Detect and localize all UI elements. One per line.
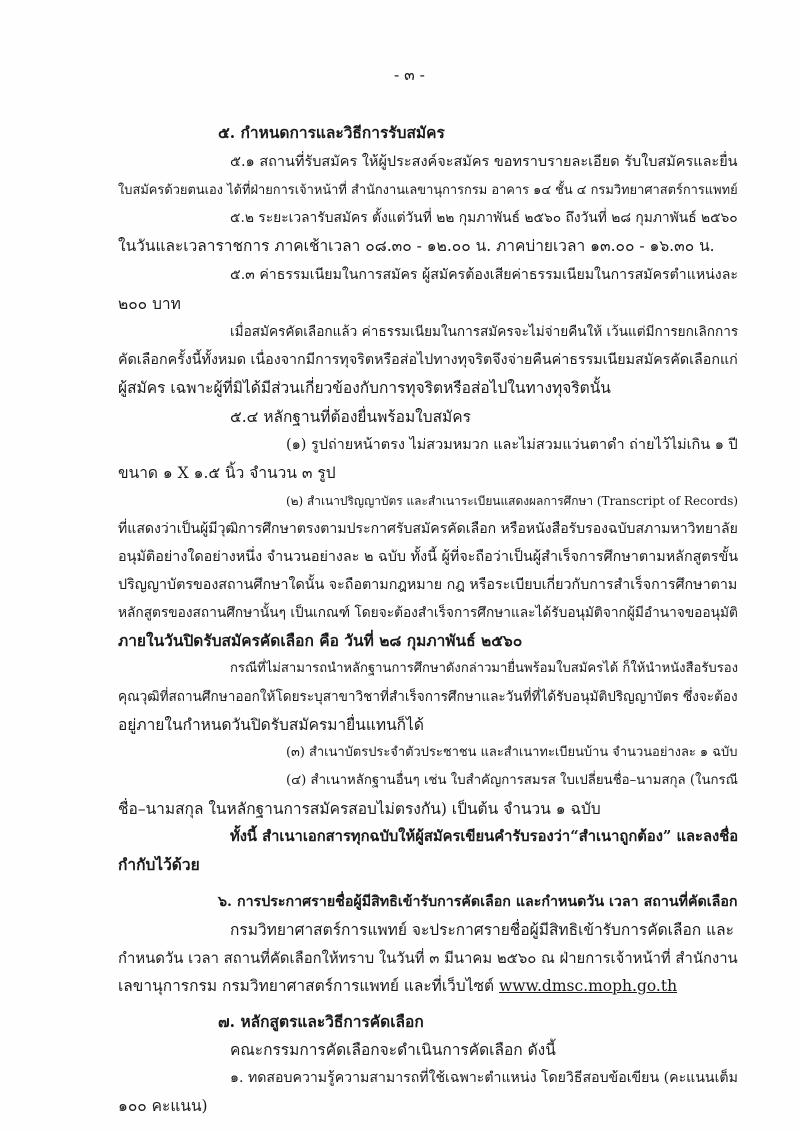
page-number: - ๓ - <box>394 66 425 84</box>
section-5-1-line-2: ใบสมัครด้วยตนเอง ได้ที่ฝ่ายการเจ้าหน้าที่ สำนักงานเลขานุการกรม อาคาร ๑๔ ชั้น ๔ กรมวิทยาศาสตร์การแพทย์ <box>118 183 738 198</box>
section-7-heading: ๗. หลักสูตรและวิธีการคัดเลือก <box>218 1012 424 1031</box>
certificate-line-3: อยู่ภายในกำหนดวันปิดรับสมัครมายื่นแทนก็ได้ <box>118 716 424 734</box>
certificate-line-2: คุณวุฒิที่สถานศึกษาออกให้โดยระบุสาขาวิชาที่สำเร็จการศึกษาและวันที่ที่ได้รับอนุมัติปริญญาบัตร ซึ่งจะต้อง <box>118 689 738 705</box>
certification-note-line-1: ทั้งนี้ สำเนาเอกสารทุกฉบับให้ผู้สมัครเขียนคำรับรองว่า“สำเนาถูกต้อง” และลงชื่อ <box>230 828 739 845</box>
section-5-2-line-1: ๕.๒ ระยะเวลารับสมัคร ตั้งแต่วันที่ ๒๒ กุมภาพันธ์ ๒๕๖๐ ถึงวันที่ ๒๘ กุมภาพันธ์ ๒๕๖๐ <box>230 210 738 226</box>
refund-line-1: เมื่อสมัครคัดเลือกแล้ว ค่าธรรมเนียมในการสมัครจะไม่จ่ายคืนให้ เว้นแต่มีการยกเลิกการ <box>230 324 739 340</box>
evidence-item-2-line-2: ที่แสดงว่าเป็นผู้มีวุฒิการศึกษาตรงตามประกาศรับสมัครคัดเลือก หรือหนังสือรับรองฉบับสภามหาวิทยาลัย <box>118 521 738 537</box>
evidence-item-3: (๓) สำเนาบัตรประจำตัวประชาชน และสำเนาทะเบียนบ้าน จำนวนอย่างละ ๑ ฉบับ <box>286 745 738 760</box>
evidence-item-1-line-1: (๑) รูปถ่ายหน้าตรง ไม่สวมหมวก และไม่สวมแว่นตาดำ ถ่ายไว้ไม่เกิน ๑ ปี <box>286 437 738 453</box>
website-link[interactable]: www.dmsc.moph.go.th <box>499 977 678 995</box>
evidence-item-4-line-2: ชื่อ–นามสกุล ในหลักฐานการสมัครสอบไม่ตรงกัน) เป็นต้น จำนวน ๑ ฉบับ <box>118 800 601 818</box>
refund-line-3: ผู้สมัคร เฉพาะผู้ที่มิได้มีส่วนเกี่ยวข้องกับการทุจริตหรือส่อไปในทางทุจริตนั้น <box>118 379 611 397</box>
section-5-4-heading: ๕.๔ หลักฐานที่ต้องยื่นพร้อมใบสมัคร <box>230 408 471 426</box>
section-5-3-line-1: ๕.๓ ค่าธรรมเนียมในการสมัคร ผู้สมัครต้องเสียค่าธรรมเนียมในการสมัครตำแหน่งละ <box>230 267 738 283</box>
section-5-1-line-1: ๕.๑ สถานที่รับสมัคร ให้ผู้ประสงค์จะสมัคร ขอทราบรายละเอียด รับใบสมัครและยื่น <box>230 154 738 170</box>
evidence-item-2-deadline: ภายในวันปิดรับสมัครคัดเลือก คือ วันที่ ๒๘ กุมภาพันธ์ ๒๕๖๐ <box>118 631 523 650</box>
evidence-item-2-line-3: อนุมัติอย่างใดอย่างหนึ่ง จำนวนอย่างละ ๒ ฉบับ ทั้งนี้ ผู้ที่จะถือว่าเป็นผู้สำเร็จการศึกษาตามหลักสูตรขั้น <box>118 549 739 565</box>
section-7-intro: คณะกรรมการคัดเลือกจะดำเนินการคัดเลือก ดังนี้ <box>230 1041 556 1059</box>
certificate-line-1: กรณีที่ไม่สามารถนำหลักฐานการศึกษาดังกล่าวมายื่นพร้อมใบสมัครได้ ก็ให้นำหนังสือรับรอง <box>230 661 738 676</box>
evidence-item-1-line-2: ขนาด ๑ X ๑.๕ นิ้ว จำนวน ๓ รูป <box>118 464 336 482</box>
section-5-3-line-2: ๒๐๐ บาท <box>118 295 181 313</box>
section-7-item-1-line-2: ๑๐๐ คะแนน) <box>118 1097 208 1115</box>
section-6-line-2: กำหนดวัน เวลา สถานที่คัดเลือกให้ทราบ ในวันที่ ๓ มีนาคม ๒๕๖๐ ณ ฝ่ายการเจ้าหน้าที่ สำนักงาน <box>118 949 738 967</box>
evidence-item-2-line-1: (๒) สำเนาปริญญาบัตร และสำเนาระเบียนแสดงผลการศึกษา (Transcript of Records) <box>286 494 739 508</box>
section-5-heading: ๕. กำหนดการและวิธีการรับสมัคร <box>218 123 445 142</box>
section-5-2-line-2: ในวันและเวลาราชการ ภาคเช้าเวลา ๐๘.๓๐ - ๑๒.๐๐ น. ภาคบ่ายเวลา ๑๓.๐๐ - ๑๖.๓๐ น. <box>118 237 715 255</box>
evidence-item-4-line-1: (๔) สำเนาหลักฐานอื่นๆ เช่น ใบสำคัญการสมรส ใบเปลี่ยนชื่อ–นามสกุล (ในกรณี <box>286 773 738 788</box>
section-7-item-1-line-1: ๑. ทดสอบความรู้ความสามารถที่ใช้เฉพาะตำแหน่ง โดยวิธีสอบข้อเขียน (คะแนนเต็ม <box>230 1070 738 1086</box>
evidence-item-2-line-5: หลักสูตรของสถานศึกษานั้นๆ เป็นเกณฑ์ โดยจะต้องสำเร็จการศึกษาและได้รับอนุมัติจากผู้มีอำนาจขออนุมัติ <box>118 605 738 621</box>
section-6-line-3-text: เลขานุการกรม กรมวิทยาศาสตร์การแพทย์ และที่เว็บไซต์ <box>118 977 500 995</box>
section-6-line-3 <box>118 976 677 996</box>
section-6-line-1: กรมวิทยาศาสตร์การแพทย์ จะประกาศรายชื่อผู้มีสิทธิเข้ารับการคัดเลือก และ <box>230 921 734 939</box>
evidence-item-2-line-4: ปริญญาบัตรของสถานศึกษาใดนั้น จะถือตามกฎหมาย กฎ หรือระเบียบเกี่ยวกับการสำเร็จการศึกษาตาม <box>118 577 738 593</box>
refund-line-2: คัดเลือกครั้งนี้ทั้งหมด เนื่องจากมีการทุจริตหรือส่อไปทางทุจริตจึงจ่ายคืนค่าธรรมเนียมสมัครคัดเลือกแก่ <box>118 352 738 368</box>
certification-note-line-2: กำกับไว้ด้วย <box>118 855 200 874</box>
section-6-heading: ๖. การประกาศรายชื่อผู้มีสิทธิเข้ารับการคัดเลือก และกำหนดวัน เวลา สถานที่คัดเลือก <box>218 894 738 910</box>
